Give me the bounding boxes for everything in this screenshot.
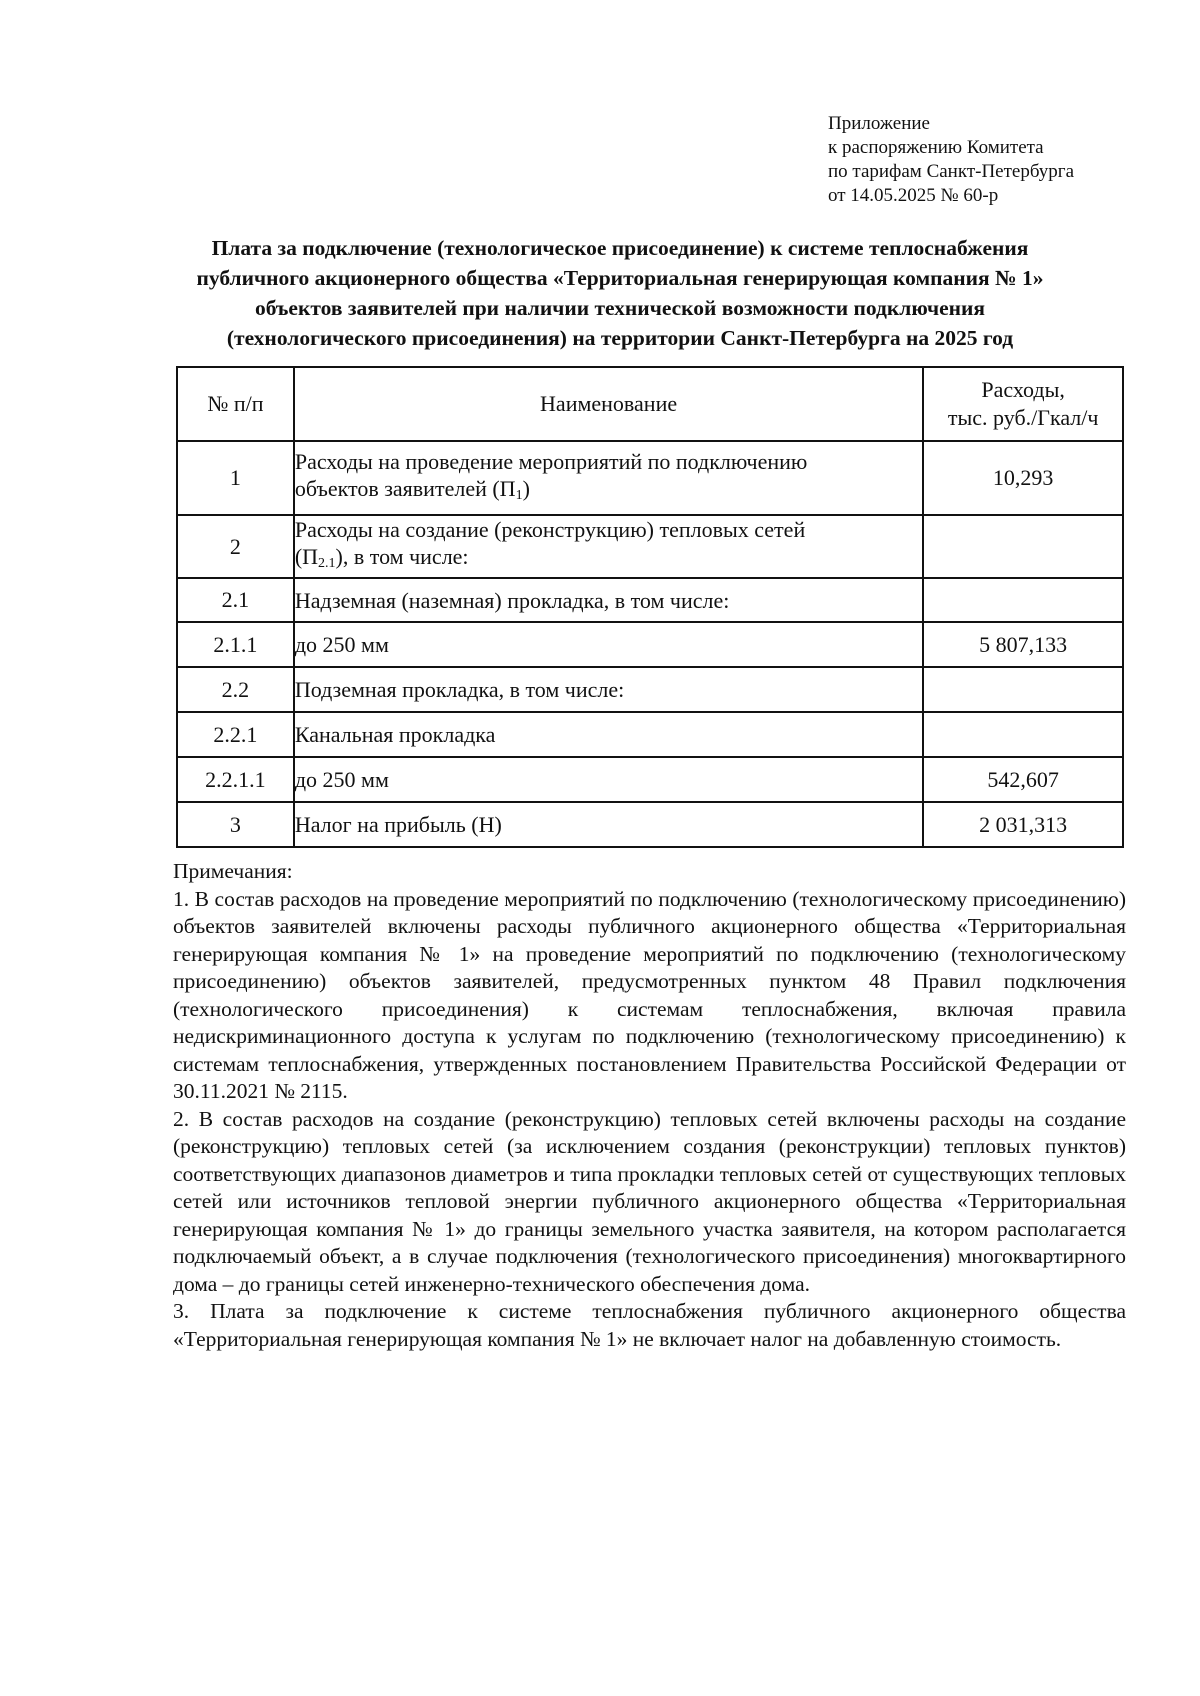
- table-row: [177, 515, 1123, 578]
- row-name: до 250 мм: [294, 622, 924, 667]
- note-item: 2. В состав расходов на создание (реконструкцию) тепловых сетей включены расходы на создание (реконструкцию) тепловых сетей (за исключением создания (реконструкции) тепловых пунктов) соответствующих диапазонов диаметров и типа прокладки тепловых сетей от существующих тепловых сетей или источников тепловой энергии публичного акционерного общества «Территориальная генерирующая компания № 1» до границы земельного участка заявителя, на котором располагается подключаемый объект, а в случае подключения (технологического присоединения) многоквартирного дома – до границы сетей инженерно-технического обеспечения дома.: [173, 1106, 1126, 1296]
- title-line: (технологического присоединения) на территории Санкт-Петербурга на 2025 год: [226, 326, 1014, 350]
- appendix-line: Приложение: [828, 113, 930, 134]
- row-name: до 250 мм: [294, 757, 924, 802]
- row-name-tail: ): [522, 475, 530, 501]
- title-line: публичного акционерного общества «Территориальная генерирующая компания № 1»: [196, 266, 1044, 290]
- notes-heading: Примечания:: [173, 859, 293, 883]
- row-name: Подземная прокладка, в том числе:: [294, 667, 924, 712]
- row-num: 2.2.1: [177, 712, 294, 757]
- table-row: [177, 667, 1123, 712]
- cost-table: [176, 366, 1124, 848]
- header-num: № п/п: [177, 367, 294, 441]
- row-name-tail: ), в том числе:: [335, 544, 469, 569]
- row-name: Налог на прибыль (Н): [294, 802, 924, 847]
- row-name: [294, 441, 924, 515]
- note-item: 3. Плата за подключение к системе теплоснабжения публичного акционерного общества «Территориальная генерирующая компания № 1» не включает налог на добавленную стоимость.: [173, 1299, 1126, 1351]
- header-cost-line1: Расходы,: [981, 377, 1065, 402]
- header-cost-line2: тыс. руб./Гкал/ч: [947, 405, 1099, 430]
- row-num: 3: [177, 802, 294, 847]
- table-row: [177, 757, 1123, 802]
- table-row: [177, 712, 1123, 757]
- row-num: 2: [177, 515, 294, 578]
- appendix-line: к распоряжению Комитета: [828, 137, 1044, 158]
- note-item: 1. В состав расходов на проведение мероприятий по подключению (технологическому присоединению) объектов заявителей включены расходы публичного акционерного общества «Территориальная генерирующая компания № 1» на проведение мероприятий по подключению (технологическому присоединению) объектов заявителей, предусмотренных пунктом 48 Правил подключения (технологического присоединения) к системам теплоснабжения, включая правила недискриминационного доступа к услугам по подключению (технологическому присоединению) к системам теплоснабжения, утвержденных постановлением Правительства Российской Федерации от 30.11.2021 № 2115.: [173, 886, 1126, 1103]
- row-name-text: объектов заявителей (П: [294, 475, 516, 501]
- row-name: Канальная прокладка: [294, 712, 924, 757]
- appendix-line: по тарифам Санкт-Петербурга: [828, 161, 1075, 182]
- table-row: [177, 802, 1123, 847]
- row-name-line: Расходы на создание (реконструкцию) тепловых сетей: [294, 517, 806, 542]
- row-value: 5 807,133: [923, 622, 1123, 667]
- title-line: Плата за подключение (технологическое присоединение) к системе теплоснабжения: [211, 236, 1029, 260]
- appendix-block: [828, 112, 1074, 208]
- row-num: 2.1.1: [177, 622, 294, 667]
- row-num: 2.1: [177, 578, 294, 622]
- table-row: [177, 441, 1123, 515]
- header-name: Наименование: [294, 367, 924, 441]
- table-row: [177, 622, 1123, 667]
- table-header-row: [177, 367, 1123, 441]
- appendix-line: от 14.05.2025 № 60-р: [828, 185, 999, 206]
- title-line: объектов заявителей при наличии технической возможности подключения: [254, 296, 986, 320]
- row-num: 2.2.1.1: [177, 757, 294, 802]
- row-value: [923, 515, 1123, 578]
- row-value: [923, 667, 1123, 712]
- row-value: [923, 578, 1123, 622]
- row-name: [294, 515, 924, 578]
- row-name-subscript: 2.1: [318, 556, 336, 571]
- document-title: [140, 233, 1100, 353]
- row-num: 1: [177, 441, 294, 515]
- row-value: [923, 712, 1123, 757]
- row-name-subscript: 1: [515, 487, 523, 503]
- notes-block: [173, 858, 1126, 1353]
- row-value: 2 031,313: [923, 802, 1123, 847]
- row-name-line: [295, 543, 923, 577]
- row-num: 2.2: [177, 667, 294, 712]
- row-name: Надземная (наземная) прокладка, в том числе:: [294, 578, 924, 622]
- row-name-line: [295, 475, 923, 509]
- row-value: 10,293: [923, 441, 1123, 515]
- row-name-text: (П: [294, 544, 319, 569]
- row-value: 542,607: [923, 757, 1123, 802]
- row-name-line: Расходы на проведение мероприятий по подключению: [294, 448, 808, 474]
- header-cost: [923, 367, 1123, 441]
- table-row: [177, 578, 1123, 622]
